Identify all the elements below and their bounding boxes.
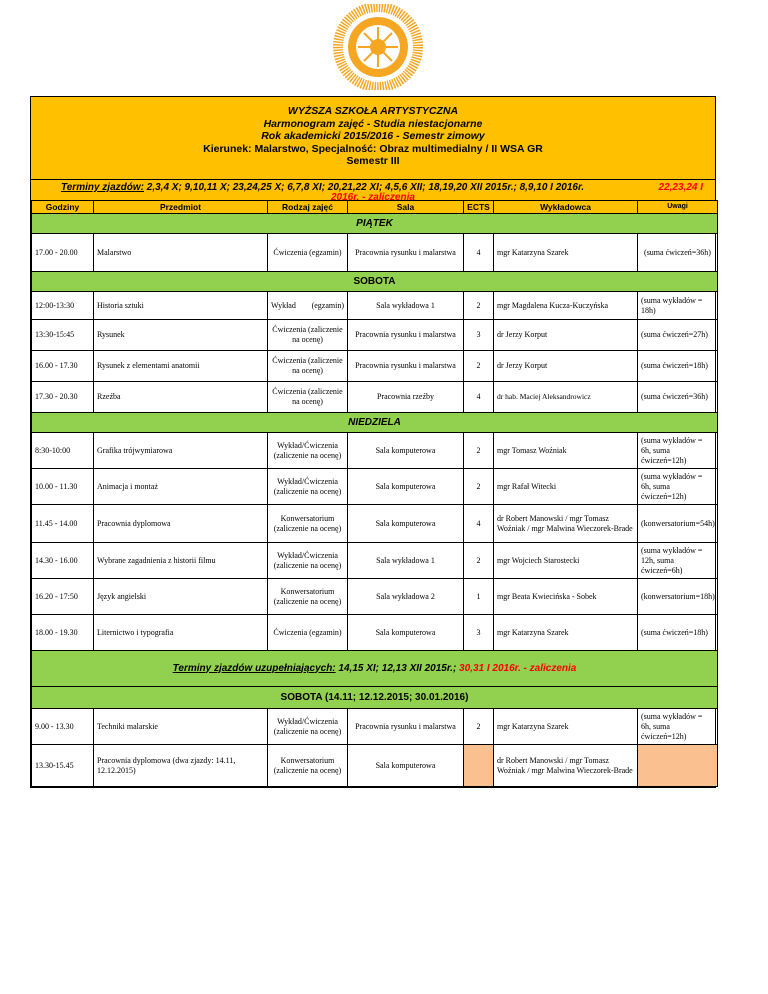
academic-year: Rok akademicki 2015/2016 - Semestr zimowy — [261, 130, 485, 142]
cell-room: Sala wykładowa 1 — [348, 543, 464, 579]
cell-type: Wykład/Ćwiczenia (zaliczenie na ocenę) — [268, 709, 348, 745]
table-row — [32, 351, 718, 382]
cell-ects: 2 — [464, 709, 494, 745]
table-row — [32, 433, 718, 469]
col-ects: ECTS — [464, 201, 494, 214]
cell-subject: Rzeźba — [94, 382, 268, 413]
cell-lecturer: dr Jerzy Korput — [494, 351, 638, 382]
cell-ects: 2 — [464, 351, 494, 382]
col-room: Sala — [348, 201, 464, 214]
table-row — [32, 382, 718, 413]
programme: Kierunek: Malarstwo, Specjalność: Obraz multimedialny / II WSA GR — [203, 142, 543, 155]
table-row — [32, 745, 718, 787]
table-row — [32, 579, 718, 615]
cell-lecturer: mgr Rafał Witecki — [494, 469, 638, 505]
table-row — [32, 543, 718, 579]
cell-notes: (suma wykładów = 12h, suma ćwiczeń=6h) — [638, 543, 718, 579]
cell-ects: 1 — [464, 579, 494, 615]
table-row — [32, 292, 718, 320]
school-name: WYŻSZA SZKOŁA ARTYSTYCZNA — [287, 105, 459, 117]
cell-ects: 4 — [464, 505, 494, 543]
cell-notes: (konwersatorium=54h) — [638, 505, 718, 543]
day-sunday: NIEDZIELA — [32, 413, 718, 433]
cell-time: 9.00 - 13.30 — [32, 709, 94, 745]
cell-room: Sala komputerowa — [348, 505, 464, 543]
cell-lecturer: dr hab. Maciej Aleksandrowicz — [494, 382, 638, 413]
cell-ects: 2 — [464, 469, 494, 505]
cell-room: Sala wykładowa 1 — [348, 292, 464, 320]
cell-notes — [638, 745, 718, 787]
cell-type: Wykład/Ćwiczenia (zaliczenie na ocenę) — [268, 543, 348, 579]
cell-notes: (suma ćwiczeń=36h) — [638, 382, 718, 413]
schedule-subtitle: Harmonogram zajęć - Studia niestacjonarne — [263, 117, 483, 130]
day-supplementary: SOBOTA (14.11; 12.12.2015; 30.01.2016) — [32, 687, 718, 709]
cell-ects: 2 — [464, 543, 494, 579]
cell-room: Sala komputerowa — [348, 615, 464, 651]
cell-room: Pracownia rysunku i malarstwa — [348, 709, 464, 745]
cell-time: 13.30-15.45 — [32, 745, 94, 787]
table-row — [32, 615, 718, 651]
cell-room: Pracownia rysunku i malarstwa — [348, 320, 464, 351]
meeting-dates-final-line2: 2016r. - zaliczenia — [331, 192, 415, 203]
cell-subject: Rysunek — [94, 320, 268, 351]
cell-lecturer: mgr Tomasz Woźniak — [494, 433, 638, 469]
cell-lecturer: mgr Katarzyna Szarek — [494, 709, 638, 745]
cell-ects: 4 — [464, 234, 494, 272]
cell-notes: (suma ćwiczeń=18h) — [638, 615, 718, 651]
cell-room: Sala komputerowa — [348, 745, 464, 787]
cell-type: Konwersatorium (zaliczenie na ocenę) — [268, 505, 348, 543]
cell-type: Konwersatorium (zaliczenie na ocenę) — [268, 579, 348, 615]
meeting-dates-final: 22,23,24 I — [658, 182, 703, 193]
cell-subject: Pracownia dyplomowa — [94, 505, 268, 543]
cell-room: Pracownia rysunku i malarstwa — [348, 351, 464, 382]
cell-type: Ćwiczenia (zaliczenie na ocenę) — [268, 351, 348, 382]
cell-notes: (suma ćwiczeń=36h) — [638, 234, 718, 272]
cell-subject: Malarstwo — [94, 234, 268, 272]
cell-subject: Wybrane zagadnienia z historii filmu — [94, 543, 268, 579]
cell-subject: Liternictwo i typografia — [94, 615, 268, 651]
cell-type-a: Wykład — [271, 300, 296, 310]
table-row — [32, 709, 718, 745]
cell-type: Ćwiczenia (egzamin) — [268, 234, 348, 272]
cell-lecturer: mgr Katarzyna Szarek — [494, 234, 638, 272]
cell-ects: 2 — [464, 433, 494, 469]
cell-subject: Techniki malarskie — [94, 709, 268, 745]
col-hours: Godziny — [32, 201, 94, 214]
table-row — [32, 234, 718, 272]
col-type: Rodzaj zajęć — [268, 201, 348, 214]
cell-type: Ćwiczenia (zaliczenie na ocenę) — [268, 320, 348, 351]
cell-type: Ćwiczenia (egzamin) — [268, 615, 348, 651]
day-friday: PIĄTEK — [32, 214, 718, 234]
cell-notes: (suma wykładów = 6h, suma ćwiczeń=12h) — [638, 469, 718, 505]
schedule-header — [31, 97, 715, 179]
cell-lecturer: mgr Katarzyna Szarek — [494, 615, 638, 651]
cell-room: Pracownia rzeźby — [348, 382, 464, 413]
cell-time: 14.30 - 16.00 — [32, 543, 94, 579]
cell-type: Ćwiczenia (zaliczenie na ocenę) — [268, 382, 348, 413]
cell-lecturer: dr Robert Manowski / mgr Tomasz Woźniak / mgr Malwina Wieczorek-Brade — [494, 505, 638, 543]
table-row — [32, 320, 718, 351]
semester: Semestr III — [346, 155, 400, 167]
cell-room: Sala komputerowa — [348, 469, 464, 505]
schedule-sheet — [30, 96, 716, 788]
cell-notes: (suma wykładów = 18h) — [638, 292, 718, 320]
cell-lecturer: mgr Magdalena Kucza-Kuczyńska — [494, 292, 638, 320]
cell-lecturer: dr Jerzy Korput — [494, 320, 638, 351]
cell-notes: (suma ćwiczeń=27h) — [638, 320, 718, 351]
cell-subject: Grafika trójwymiarowa — [94, 433, 268, 469]
cell-time: 11.45 - 14.00 — [32, 505, 94, 543]
meeting-dates — [31, 179, 715, 203]
cell-time: 8:30-10:00 — [32, 433, 94, 469]
cell-subject: Pracownia dyplomowa (dwa zjazdy: 14.11, 12.12.2015) — [94, 745, 268, 787]
cell-time: 16.20 - 17:50 — [32, 579, 94, 615]
cell-subject: Animacja i montaż — [94, 469, 268, 505]
cell-time: 12:00-13:30 — [32, 292, 94, 320]
cell-type: Wykład/Ćwiczenia (zaliczenie na ocenę) — [268, 469, 348, 505]
col-notes: Uwagi — [638, 201, 718, 214]
cell-room: Pracownia rysunku i malarstwa — [348, 234, 464, 272]
supplementary-label: Terminy zjazdów uzupełniających: — [172, 662, 336, 674]
cell-type: Wykład/Ćwiczenia (zaliczenie na ocenę) — [268, 433, 348, 469]
cell-subject: Historia sztuki — [94, 292, 268, 320]
cell-notes: (suma wykładów = 6h, suma ćwiczeń=12h) — [638, 433, 718, 469]
school-logo-icon — [330, 4, 426, 90]
schedule-table — [31, 200, 718, 787]
cell-ects — [464, 745, 494, 787]
col-lecturer: Wykładowca — [494, 201, 638, 214]
cell-time: 17.00 - 20.00 — [32, 234, 94, 272]
cell-type: Konwersatorium (zaliczenie na ocenę) — [268, 745, 348, 787]
table-row — [32, 505, 718, 543]
supplementary-dates — [32, 651, 718, 687]
meeting-dates-list: 2,3,4 X; 9,10,11 X; 23,24,25 X; 6,7,8 XI; 20,21,22 XI; 4,5,6 XII; 18,19,20 XII 2015r.; 8,9,10 I 2016r. — [143, 182, 585, 193]
cell-ects: 3 — [464, 615, 494, 651]
cell-lecturer: mgr Beata Kwiecińska - Sobek — [494, 579, 638, 615]
day-saturday: SOBOTA — [32, 272, 718, 292]
cell-time: 13:30-15:45 — [32, 320, 94, 351]
cell-type-b: (egzamin) — [311, 300, 344, 310]
cell-notes: (suma wykładów = 6h, suma ćwiczeń=12h) — [638, 709, 718, 745]
cell-notes: (konwersatorium=18h) — [638, 579, 718, 615]
supplementary-final: 30,31 I 2016r. - zaliczenia — [456, 662, 577, 674]
table-row — [32, 469, 718, 505]
cell-ects: 3 — [464, 320, 494, 351]
cell-time: 17.30 - 20.30 — [32, 382, 94, 413]
meeting-dates-label: Terminy zjazdów: — [61, 182, 144, 193]
cell-notes: (suma ćwiczeń=18h) — [638, 351, 718, 382]
supplementary-dates-list: 14,15 XI; 12,13 XII 2015r.; — [335, 662, 457, 674]
cell-time: 16.00 - 17.30 — [32, 351, 94, 382]
cell-time: 18.00 - 19.30 — [32, 615, 94, 651]
cell-time: 10.00 - 11.30 — [32, 469, 94, 505]
col-subject: Przedmiot — [94, 201, 268, 214]
cell-subject: Rysunek z elementami anatomii — [94, 351, 268, 382]
cell-room: Sala wykładowa 2 — [348, 579, 464, 615]
cell-ects: 2 — [464, 292, 494, 320]
cell-lecturer: dr Robert Manowski / mgr Tomasz Woźniak / mgr Malwina Wieczorek-Brade — [494, 745, 638, 787]
cell-type — [268, 292, 348, 320]
cell-ects: 4 — [464, 382, 494, 413]
cell-room: Sala komputerowa — [348, 433, 464, 469]
cell-subject: Język angielski — [94, 579, 268, 615]
cell-lecturer: mgr Wojciech Starostecki — [494, 543, 638, 579]
